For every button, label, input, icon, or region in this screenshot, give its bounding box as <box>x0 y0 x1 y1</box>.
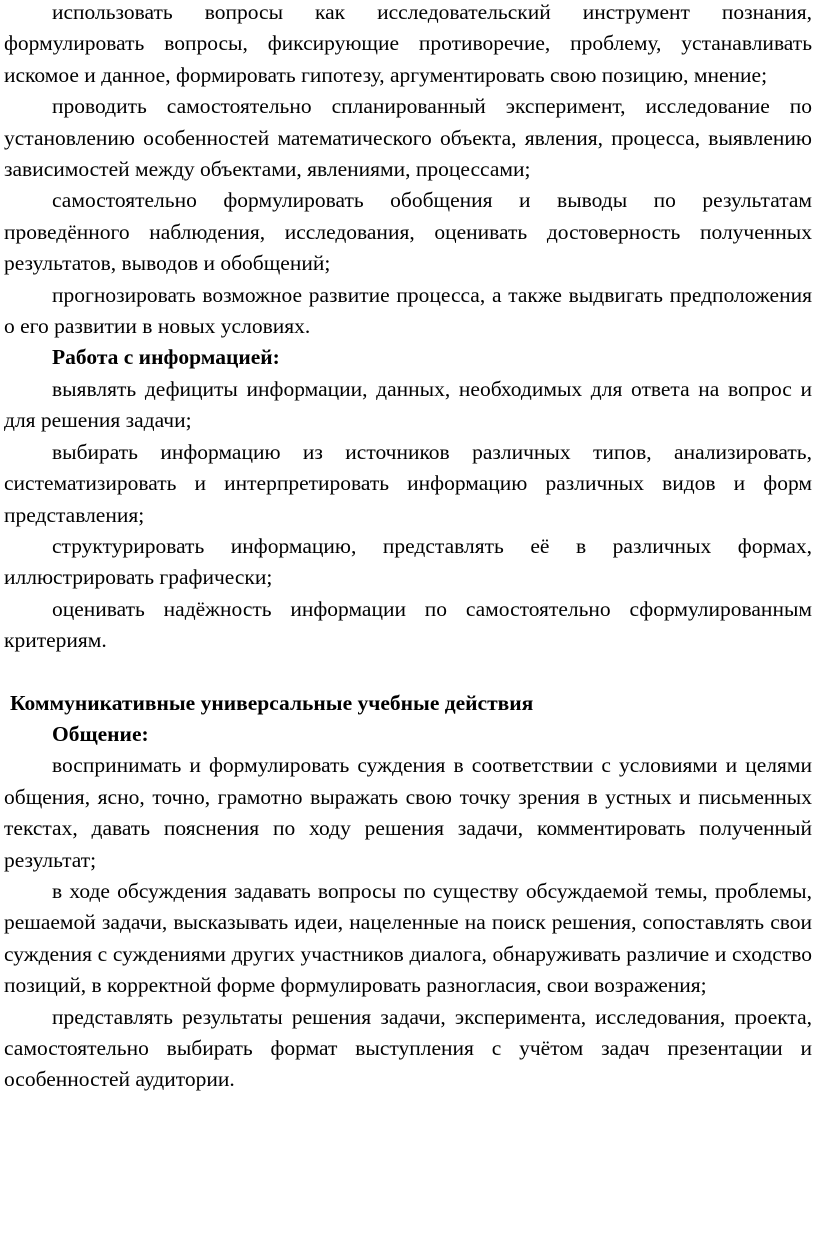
heading-communication: Общение: <box>52 721 149 746</box>
paragraph-info-reliability: оценивать надёжность информации по самостоятельно сформулированным критериям. <box>4 596 812 653</box>
paragraph-info-structure: структурировать информацию, представлять её в различных формах, иллюстрировать графически; <box>4 533 812 590</box>
paragraph-questions: использовать вопросы как исследовательский инструмент познания, формулировать вопросы, фиксирующие противоречие, проблему, устанавливать искомое и данное, формировать гипотезу, аргументировать свою позицию, мнение; <box>4 0 812 87</box>
paragraph-forecast: прогнозировать возможное развитие процесса, а также выдвигать предположения о его развитии в новых условиях. <box>4 282 812 339</box>
paragraph-judgements: воспринимать и формулировать суждения в соответствии с условиями и целями общения, ясно, точно, грамотно выражать свою точку зрения в устных и письменных текстах, давать пояснения по ходу решения задачи, комментировать полученный результат; <box>4 753 812 872</box>
paragraph-presentation: представлять результаты решения задачи, эксперимента, исследования, проекта, самостоятельно выбирать формат выступления с учётом задач презентации и особенностей аудитории. <box>4 1004 812 1092</box>
section-title-communicative: Коммуникативные универсальные учебные действия <box>10 690 534 715</box>
paragraph-experiment: проводить самостоятельно спланированный эксперимент, исследование по установлению особенностей математического объекта, явления, процесса, выявлению зависимостей между объектами, явлениями, процессами; <box>4 94 812 182</box>
paragraph-generalizations: самостоятельно формулировать обобщения и выводы по результатам проведённого наблюдения, исследования, оценивать достоверность полученных результатов, выводов и обобщений; <box>4 188 812 276</box>
paragraph-info-deficits: выявлять дефициты информации, данных, необходимых для ответа на вопрос и для решения задачи; <box>4 376 812 433</box>
paragraph-info-sources: выбирать информацию из источников различных типов, анализировать, систематизировать и интерпретировать информацию различных видов и форм представления; <box>4 439 812 527</box>
paragraph-discussion: в ходе обсуждения задавать вопросы по существу обсуждаемой темы, проблемы, решаемой задачи, высказывать идеи, нацеленные на поиск решения, сопоставлять свои суждения с суждениями других участников диалога, обнаруживать различие и сходство позиций, в корректной форме формулировать разногласия, свои возражения; <box>4 878 812 998</box>
heading-work-with-information: Работа с информацией: <box>52 345 280 370</box>
